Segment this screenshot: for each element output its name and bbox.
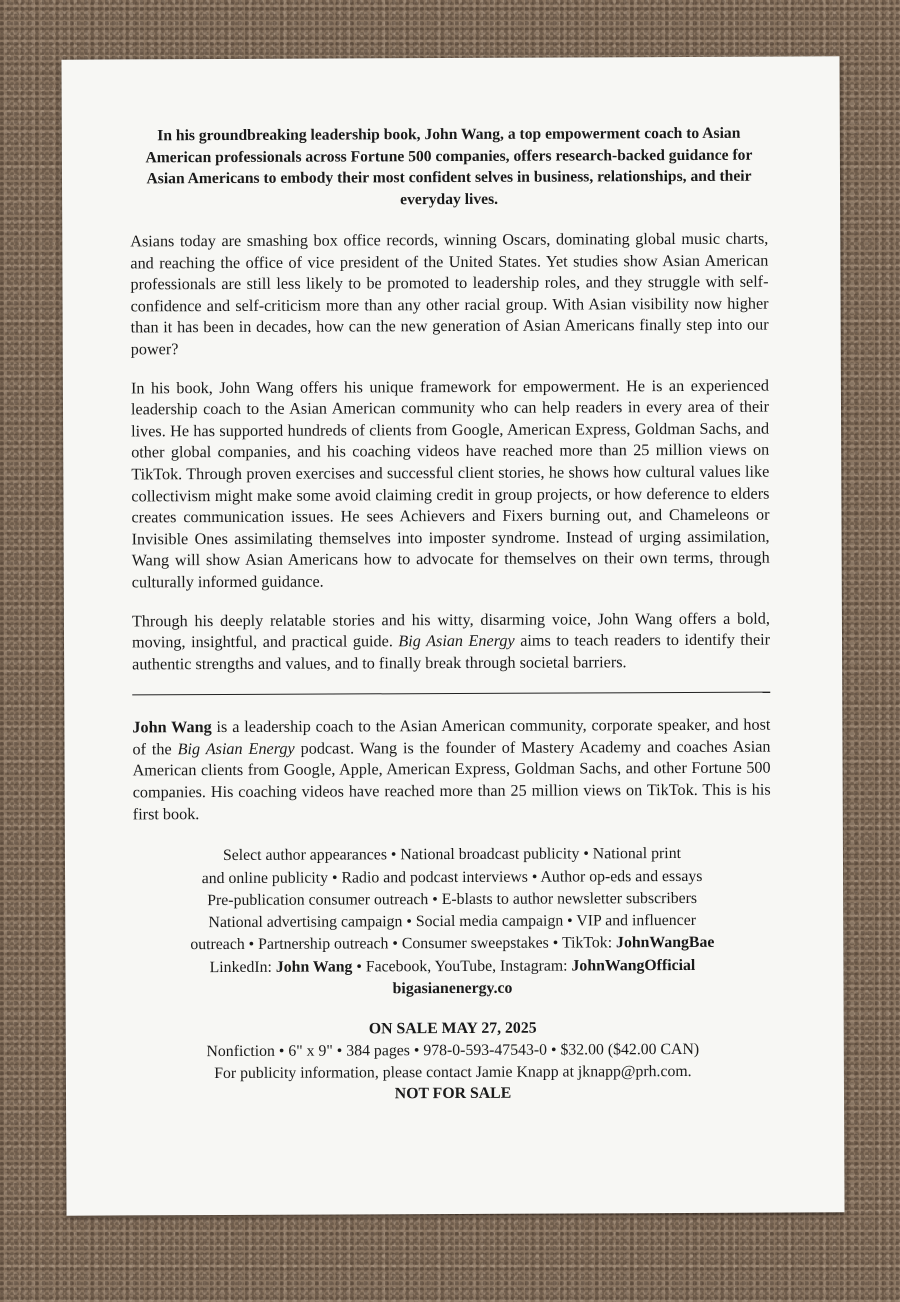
linkedin-label: LinkedIn:: [209, 958, 276, 976]
publicity-line-1: Select author appearances • National broadcast publicity • National print: [222, 845, 682, 865]
website-line: [133, 977, 771, 1002]
author-name: John Wang: [132, 718, 212, 737]
closing-paragraph: [132, 608, 770, 676]
on-sale-date-text: ON SALE MAY 27, 2025: [368, 1019, 537, 1038]
podcast-title: Big Asian Energy: [177, 739, 295, 759]
closing-text-start: Through his deeply relatable stories and his witty, disarming voice, John Wang offers a bold, moving, insightful, and practical guide.: [131, 609, 770, 652]
book-details: Nonfiction • 6" x 9" • 384 pages • 978-0-593-47543-0 • $32.00 ($42.00 CAN): [206, 1040, 700, 1061]
publicity-contact: For publicity information, please contact Jamie Knapp at jknapp@prh.com.: [214, 1062, 692, 1082]
sale-info: [134, 1017, 772, 1106]
back-cover-content: [130, 123, 772, 1106]
bio-text-2: podcast. Wang is the founder of Mastery Academy and coaches Asian American clients from Google, Apple, American Express, Goldman Sachs, and other Fortune 500 companies. His coaching videos have reached more than 25 million views on TikTok. This is his first book.: [132, 737, 771, 824]
publicity-plan: [133, 843, 772, 1002]
publicity-line-6: [133, 954, 771, 979]
description-paragraph-1: Asians today are smashing box office records, winning Oscars, dominating global music charts, and reaching the office of vice president of the United States. Yet studies show Asian American professionals are still less likely to be promoted to leadership roles, and they struggle with self-confidence and self-criticism more than any other racial group. With Asian visibility now higher than it has been in decades, how can the new generation of Asian Americans finally step into our power?: [130, 229, 769, 359]
publicity-line-2: and online publicity • Radio and podcast interviews • Author op-eds and essays: [201, 867, 703, 887]
not-for-sale-text: NOT FOR SALE: [394, 1084, 512, 1103]
publicity-line-5-text: outreach • Partnership outreach • Consumer sweepstakes • TikTok:: [190, 934, 617, 954]
website: bigasianenergy.co: [392, 979, 513, 998]
author-bio: [132, 715, 770, 826]
book-title: Big Asian Energy: [398, 631, 515, 651]
publicity-line-3: Pre-publication consumer outreach • E-blasts to author newsletter subscribers: [207, 889, 698, 909]
not-for-sale: [134, 1082, 772, 1106]
social-handle: JohnWangOfficial: [571, 956, 696, 975]
tiktok-handle: JohnWangBae: [615, 934, 715, 952]
publicity-line-4: National advertising campaign • Social media campaign • VIP and influencer: [208, 912, 696, 932]
social-label: • Facebook, YouTube, Instagram:: [352, 957, 572, 976]
on-sale-date: [134, 1017, 772, 1041]
bio-text-1: is a leadership coach to the Asian American community, corporate speaker, and host of the: [132, 715, 771, 759]
divider-rule: [132, 692, 770, 696]
publicity-line-5: [133, 932, 771, 957]
intro-blurb: In his groundbreaking leadership book, John Wang, a top empowerment coach to Asian American professionals across Fortune 500 companies, offers research-backed guidance for Asian Americans to embody their most confident selves in business, relationships, and their everyday lives.: [145, 124, 753, 208]
description-paragraph-2: In his book, John Wang offers his unique framework for empowerment. He is an experienced leadership coach to the Asian American community who can help readers in every area of their lives. He has supported hundreds of clients from Google, American Express, Goldman Sachs, and other global companies, and his coaching videos have reached more than 25 million views on TikTok. Through proven exercises and successful client stories, he shows how cultural values like collectivism might make some avoid claiming credit in group projects, or how deference to elders creates communication issues. He sees Achievers and Fixers burning out, and Chameleons or Invisible Ones assimilating themselves into imposter syndrome. Instead of urging assimilation, Wang will show Asian Americans how to advocate for themselves on their own terms, through culturally informed guidance.: [130, 376, 770, 592]
closing-text-end: aims to teach readers to identify their authentic strengths and values, and to finally break through societal barriers.: [132, 630, 771, 674]
back-cover-sheet: [61, 56, 844, 1215]
linkedin-handle: John Wang: [275, 958, 353, 976]
